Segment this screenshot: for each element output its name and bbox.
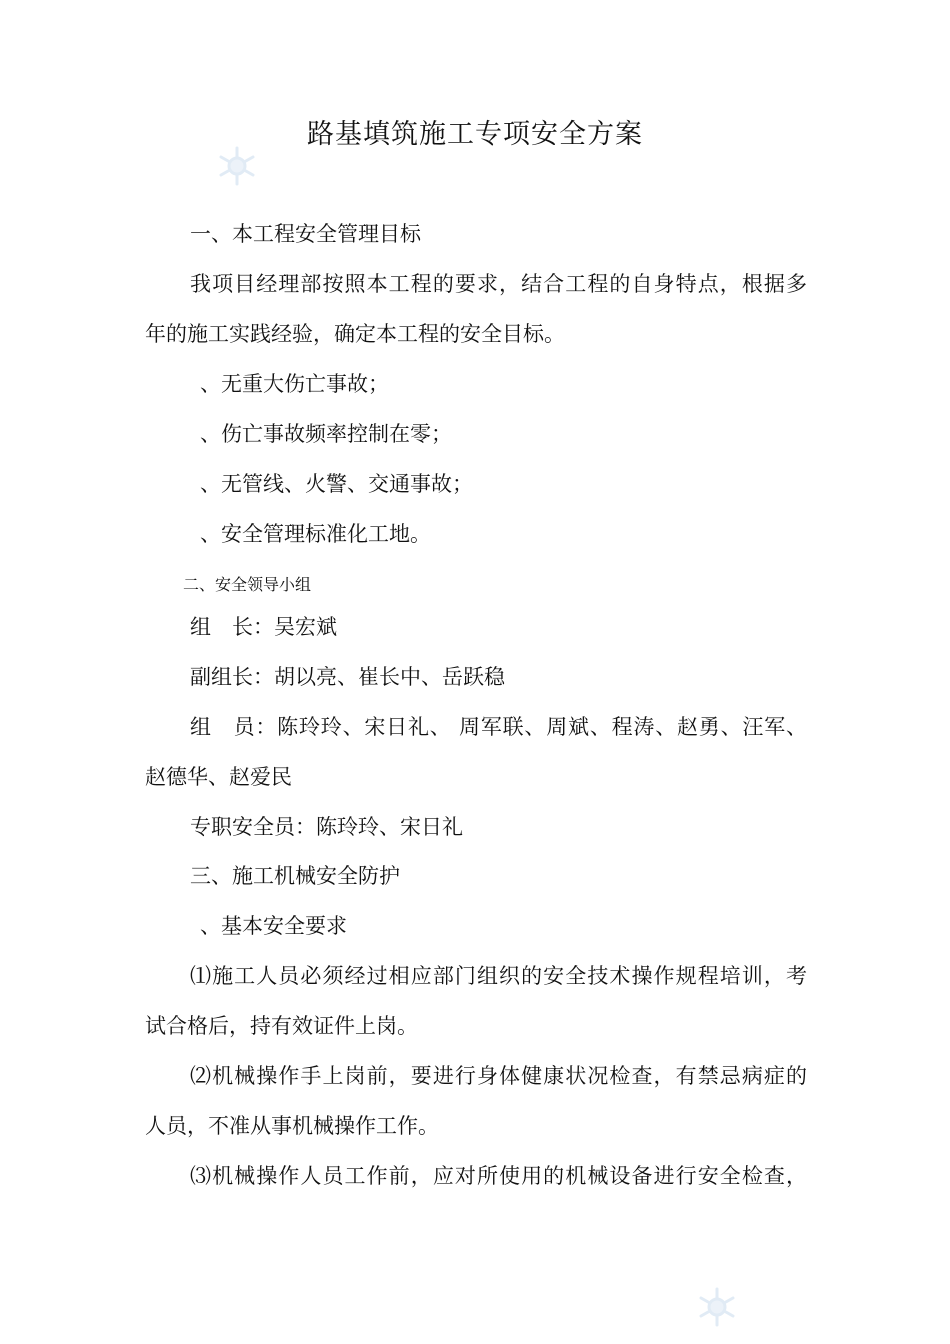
goal-item: 、伤亡事故频率控制在零； (200, 422, 452, 446)
team-members: 组 员：陈玲玲、宋日礼、 周军联、周斌、程涛、赵勇、汪军、 (190, 715, 807, 739)
paragraph-line: 试合格后，持有效证件上岗。 (145, 1014, 418, 1038)
paragraph-line: ⑶机械操作人员工作前，应对所使用的机械设备进行安全检查， (190, 1164, 807, 1188)
paragraph-line: 年的施工实践经验，确定本工程的安全目标。 (145, 322, 565, 346)
document-title: 路基填筑施工专项安全方案 (307, 119, 643, 150)
section-2-heading: 二、安全领导小组 (183, 575, 312, 594)
snowflake-watermark-icon (216, 145, 258, 187)
paragraph-line: 人员，不准从事机械操作工作。 (145, 1114, 439, 1138)
goal-item: 、无管线、火警、交通事故； (200, 472, 473, 496)
section-1-heading: 一、本工程安全管理目标 (190, 222, 421, 246)
goal-item: 、无重大伤亡事故； (200, 372, 389, 396)
goal-item: 、安全管理标准化工地。 (200, 522, 431, 546)
team-members-cont: 赵德华、赵爱民 (145, 765, 292, 789)
safety-officer: 专职安全员：陈玲玲、宋日礼 (190, 815, 463, 839)
paragraph-line: ⑴施工人员必须经过相应部门组织的安全技术操作规程培训，考 (190, 964, 807, 988)
paragraph-line: 我项目经理部按照本工程的要求，结合工程的自身特点，根据多 (190, 272, 807, 296)
team-leader: 组 长：吴宏斌 (190, 615, 337, 639)
subsection-heading: 、基本安全要求 (200, 914, 347, 938)
snowflake-watermark-icon (696, 1286, 738, 1328)
team-vice-leader: 副组长：胡以亮、崔长中、岳跃稳 (190, 665, 505, 689)
paragraph-line: ⑵机械操作手上岗前，要进行身体健康状况检查，有禁忌病症的 (190, 1064, 807, 1088)
section-3-heading: 三、施工机械安全防护 (190, 864, 400, 888)
